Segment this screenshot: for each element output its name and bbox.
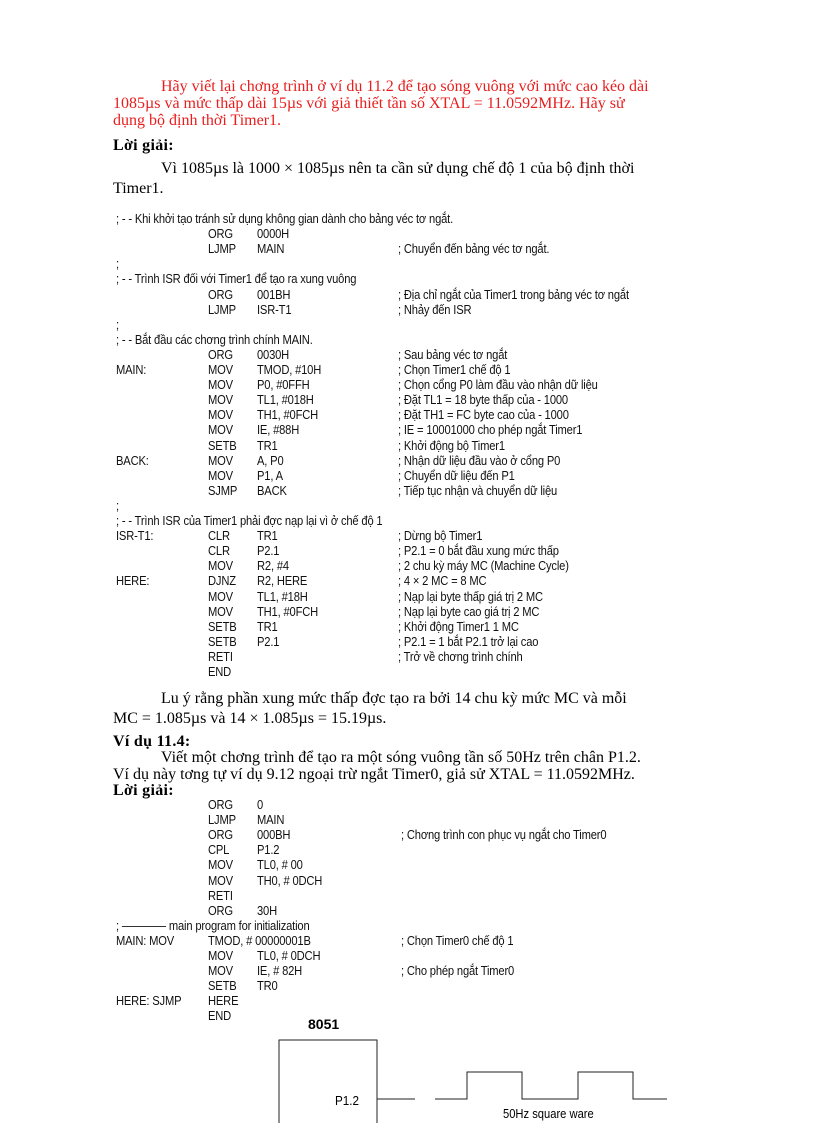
code-comment: ; Tiếp tục nhận và chuyển dữ liệu [398,482,558,498]
code-operand: TH0, # 0DCH [257,872,323,888]
code-comment: ; P2.1 = 1 bắt P2.1 trở lại cao [398,633,539,649]
note-line-2: MC = 1.085µs và 14 × 1.085µs = 15.19µs. [113,710,387,727]
code-comment: ; 4 × 2 MC = 8 MC [398,573,487,589]
code-operand: TH1, #0FCH [257,603,319,619]
code-operand: TL1, #18H [257,588,308,604]
code-opcode: ORG [208,226,233,242]
code-label: ; - - Trình ISR đối với Timer1 để tạo ra xung vuông [116,271,357,287]
code-operand: 001BH [257,286,291,302]
code-comment: ; Sau bảng véc tơ ngắt [398,346,508,362]
code-label: ; [116,497,119,513]
code-opcode: ORG [208,827,233,843]
code-operand: P2.1 [257,633,280,649]
code-operand: P1.2 [257,842,280,858]
code-opcode: MOV [208,588,233,604]
code-comment: ; Đặt TH1 = FC byte cao của - 1000 [398,407,569,423]
code-opcode: MOV [208,467,233,483]
code-opcode: MOV [208,948,233,963]
code-label: ; - - Trình ISR của Timer1 phải đợc nạp lại vì ở chế độ 1 [116,513,383,528]
code-operand: P1, A [257,467,283,483]
code-opcode: RETI [208,648,233,664]
code-label: HERE: [116,573,150,589]
code-opcode: HERE [208,993,239,1009]
code-operand: TL1, #018H [257,392,314,408]
code-comment: ; Đặt TL1 = 18 byte thấp của - 1000 [398,392,568,408]
solution-paragraph [113,160,704,197]
code-opcode: LJMP [208,241,236,257]
code-opcode: SJMP [208,482,238,498]
code-label: HERE: SJMP [116,993,182,1009]
code-opcode: MOV [208,603,233,619]
code-label: ; - - Bắt đầu các chơng trình chính MAIN. [116,331,313,347]
code-opcode: LJMP [208,301,236,317]
wave-line [435,1072,667,1099]
code-comment: ; Chọn Timer1 chế độ 1 [398,362,511,377]
code-comment: ; Khởi động bộ Timer1 [398,437,505,453]
code-opcode: CLR [208,543,230,559]
example-line-2: Ví dụ này tơng tự ví dụ 9.12 ngoại trừ ngắt Timer0, giả sử XTAL = 11.0592MHz. [113,766,635,783]
intro-line-1: Hãy viết lại chơng trình ở ví dụ 11.2 để tạo sóng vuông với mức cao kéo dài [161,78,649,95]
code-opcode: TMOD, # 00000001B [208,932,311,948]
intro-line-3: dụng bộ định thời Timer1. [113,112,282,129]
wave-label: 50Hz square ware [503,1106,594,1121]
solution-heading-1: Lời giải: [113,137,174,154]
code-comment: ; P2.1 = 0 bắt đầu xung mức thấp [398,543,559,559]
code-opcode: MOV [208,362,233,377]
intro-line-2: 1085µs và mức thấp dài 15µs với giả thiết tần số XTAL = 11.0592MHz. Hãy sử [113,95,625,112]
code-comment: ; Chọn Timer0 chế độ 1 [401,932,514,948]
code-comment: ; Trở về chơng trình chính [398,648,523,664]
code-opcode: MOV [208,857,233,873]
code-comment: ; Chuyển đến bảng véc tơ ngắt. [398,241,550,257]
example-line-1: Viết một chơng trình để tạo ra một sóng vuông tần số 50Hz trên chân P1.2. [161,749,641,766]
code-opcode: RETI [208,887,233,903]
code-opcode: CLR [208,528,230,544]
code-operand: MAIN [257,812,285,828]
example-heading: Ví dụ 11.4: [113,733,191,750]
code-operand: 000BH [257,827,291,843]
code-comment: ; Chơng trình con phục vụ ngắt cho Timer0 [401,827,607,843]
code-opcode: ORG [208,902,233,918]
code-operand: TR1 [257,437,278,453]
code-comment: ; Cho phép ngắt Timer0 [401,963,515,979]
code-operand: TH1, #0FCH [257,407,319,423]
code-opcode: MOV [208,452,233,468]
code-opcode: ORG [208,286,233,302]
code-operand: TMOD, #10H [257,362,322,377]
note-line-1: Lu ý rằng phần xung mức thấp đợc tạo ra bởi 14 chu kỳ mức MC và mỗi [161,690,627,707]
code-opcode: SETB [208,437,237,453]
code-operand: ISR-T1 [257,301,292,317]
code-label: BACK: [116,452,149,468]
note-paragraph [113,690,704,727]
code-opcode: MOV [208,407,233,423]
code-opcode: SETB [208,978,237,994]
code-operand: 0 [257,797,264,812]
code-comment: ; Nạp lại byte thấp giá trị 2 MC [398,588,543,604]
code-comment: ; Chọn cổng P0 làm đầu vào nhận dữ liệu [398,377,598,393]
code-label: MAIN: MOV [116,932,175,948]
code-opcode: SETB [208,618,237,634]
code-label: ISR-T1: [116,528,154,544]
code-label: ; [116,256,119,272]
code-operand: TR0 [257,978,278,994]
code-operand: TR1 [257,618,278,634]
code-comment: ; Địa chỉ ngắt của Timer1 trong bảng véc tơ ngắt [398,286,629,302]
code-operand: R2, HERE [257,573,308,589]
code-opcode: MOV [208,392,233,408]
code-comment: ; Nạp lại byte cao giá trị 2 MC [398,603,540,619]
chip-label: 8051 [308,1016,340,1032]
code-operand: P2.1 [257,543,280,559]
code-comment: ; Dừng bộ Timer1 [398,528,483,544]
code-label: ; - - Khi khởi tạo tránh sử dụng không gian dành cho bảng véc tơ ngắt. [116,211,454,226]
code-operand: A, P0 [257,452,284,468]
code-operand: MAIN [257,241,285,257]
code-operand: IE, #88H [257,422,300,438]
code-label: ; [116,316,119,332]
code-comment: ; 2 chu kỳ máy MC (Machine Cycle) [398,558,569,574]
code-operand: 0000H [257,226,290,242]
example-paragraph [113,749,704,783]
code-opcode: SETB [208,633,237,649]
code-opcode: MOV [208,377,233,393]
solution-line-1: Vì 1085µs là 1000 × 1085µs nên ta cần sử dụng chế độ 1 của bộ định thời [161,160,635,177]
code-opcode: MOV [208,872,233,888]
code-operand: 30H [257,902,277,918]
code-opcode: ORG [208,346,233,362]
code-operand: TR1 [257,528,278,544]
code-opcode: END [208,1008,232,1024]
code-operand: TL0, # 00 [257,857,303,873]
pin-label: P1.2 [335,1093,360,1108]
code-operand: 0030H [257,346,290,362]
code-operand: IE, # 82H [257,963,303,979]
code-comment: ; Nhận dữ liệu đầu vào ở cổng P0 [398,452,561,468]
code-opcode: DJNZ [208,573,236,589]
code-label: ; ———— main program for initialization [116,917,310,933]
code-opcode: END [208,664,232,679]
code-opcode: LJMP [208,812,236,828]
code-opcode: MOV [208,558,233,574]
code-operand: R2, #4 [257,558,289,574]
solution-line-2: Timer1. [113,180,164,197]
code-comment: ; Chuyển dữ liệu đến P1 [398,467,515,483]
code-opcode: MOV [208,963,233,979]
code-opcode: MOV [208,422,233,438]
code-comment: ; IE = 10001000 cho phép ngắt Timer1 [398,422,583,438]
code-operand: P0, #0FFH [257,377,310,393]
code-operand: BACK [257,482,287,498]
code-opcode: ORG [208,797,233,812]
code-comment: ; Khởi động Timer1 1 MC [398,618,519,634]
code-label: MAIN: [116,362,147,377]
code-opcode: CPL [208,842,230,858]
chip-box [279,1040,377,1123]
code-operand: TL0, # 0DCH [257,948,321,963]
code-comment: ; Nhảy đến ISR [398,301,472,317]
solution-heading-2: Lời giải: [113,782,174,799]
intro-paragraph [113,78,704,129]
